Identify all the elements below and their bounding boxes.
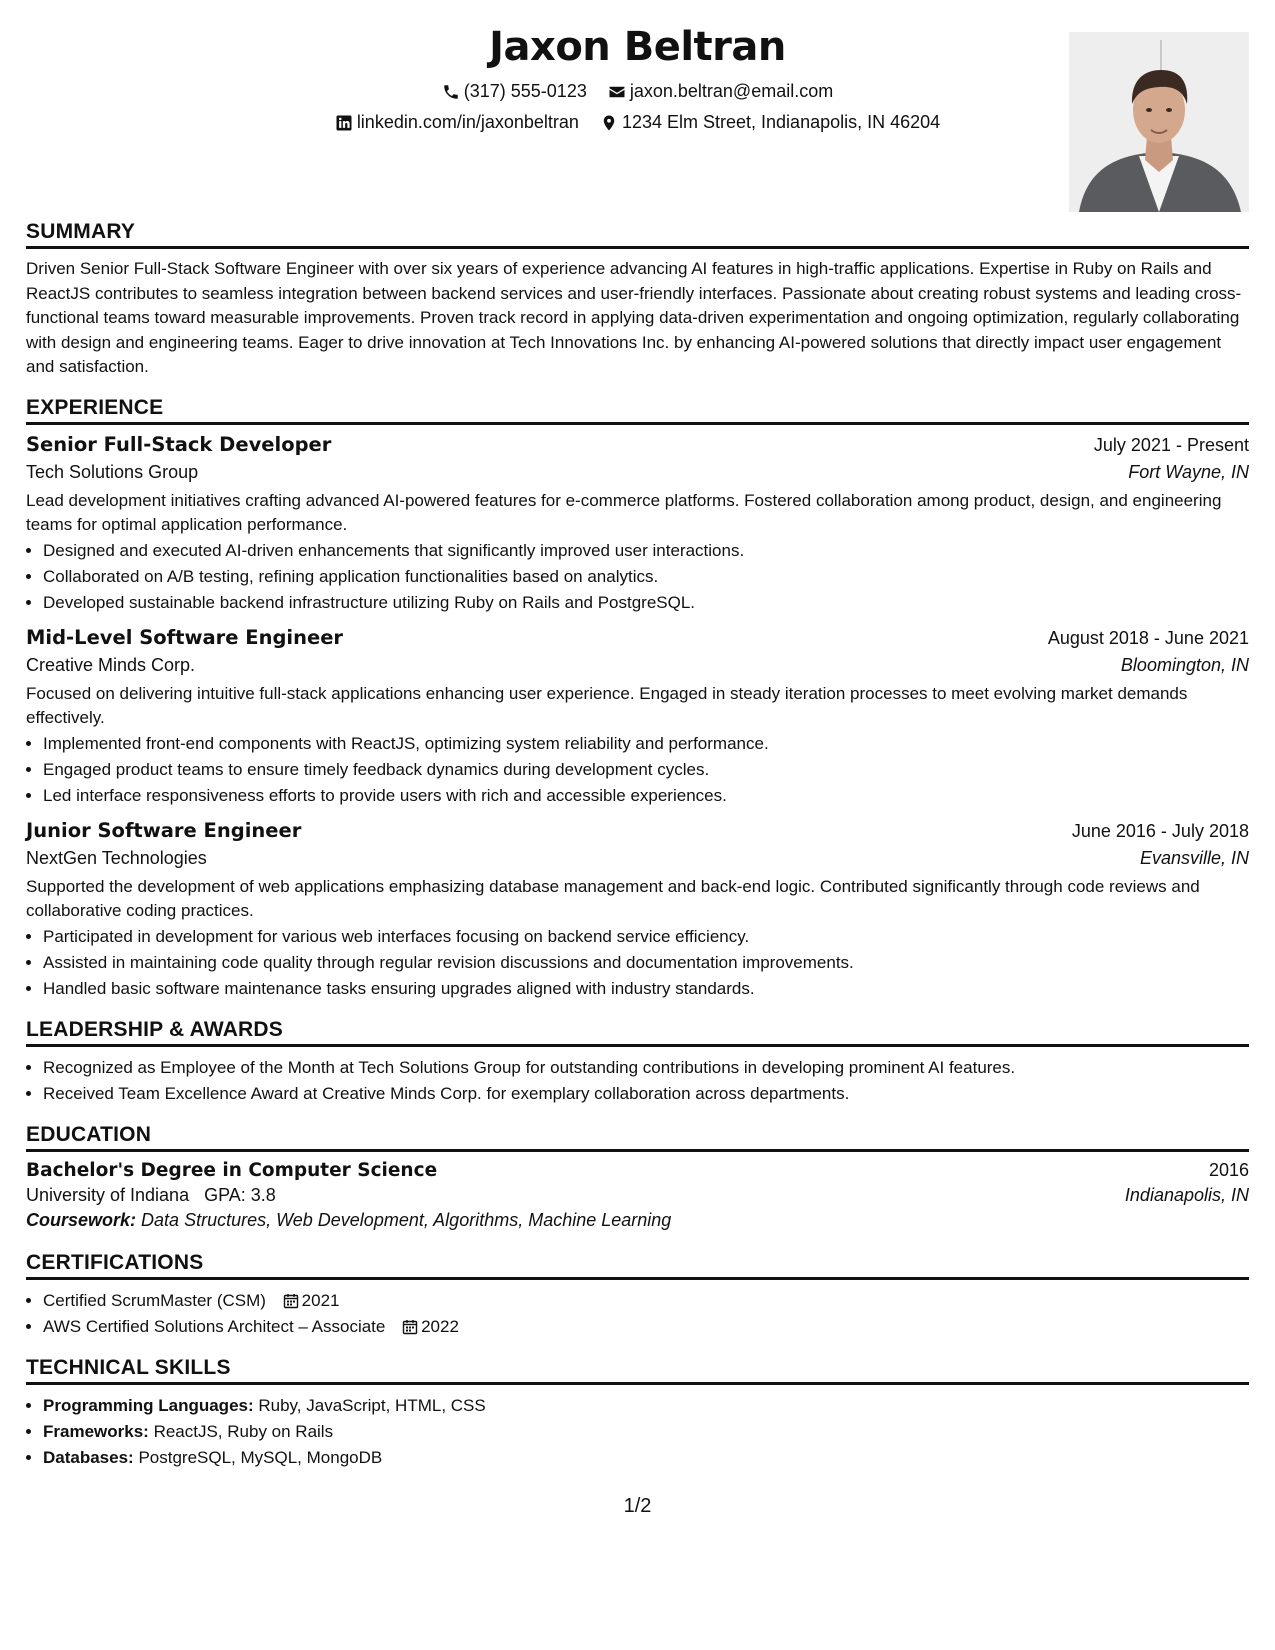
job-company: Tech Solutions Group: [26, 461, 199, 482]
phone-contact: [442, 81, 587, 102]
calendar-icon: [283, 1293, 299, 1309]
list-item: • Implemented front-end components with ReactJS, optimizing system reliability and performance.: [43, 731, 1249, 757]
skill-label: Databases:: [43, 1447, 134, 1467]
job-company: NextGen Technologies: [26, 847, 207, 868]
job-location: Evansville, IN: [1139, 847, 1249, 868]
map-pin-icon: [600, 114, 618, 132]
job-title: Senior Full-Stack Developer: [26, 432, 332, 456]
address-contact: [600, 112, 940, 133]
skills-list: [26, 1393, 1249, 1471]
job-dates: August 2018 - June 2021: [1047, 627, 1249, 648]
contact-row-2: [26, 112, 1249, 137]
skills-heading: TECHNICAL SKILLS: [26, 1356, 1249, 1385]
list-item: • Handled basic software maintenance tasks ensuring upgrades aligned with industry standards.: [43, 976, 1249, 1002]
phone-icon: [442, 83, 460, 101]
skill-value: Ruby, JavaScript, HTML, CSS: [258, 1395, 486, 1415]
job-title: Mid-Level Software Engineer: [26, 625, 344, 649]
email-contact[interactable]: [608, 81, 833, 102]
cert-name: AWS Certified Solutions Architect – Associate: [43, 1316, 386, 1336]
coursework-label: Coursework:: [26, 1209, 137, 1230]
graduation-year: 2016: [1208, 1159, 1249, 1180]
linkedin-icon: [335, 114, 353, 132]
cert-year: 2021: [301, 1290, 340, 1310]
school-location: Indianapolis, IN: [1124, 1184, 1249, 1205]
list-item: • Collaborated on A/B testing, refining application functionalities based on analytics.: [43, 564, 1249, 590]
certifications-section: [26, 1251, 1249, 1340]
linkedin-text: linkedin.com/in/jaxonbeltran: [356, 112, 579, 132]
skill-value: ReactJS, Ruby on Rails: [153, 1421, 334, 1441]
education-section: [26, 1123, 1249, 1231]
summary-heading: SUMMARY: [26, 220, 1249, 249]
job-entry-2: [26, 626, 1249, 809]
list-item: [43, 1393, 1249, 1419]
page-number: 1/2: [623, 1495, 652, 1517]
address-text: 1234 Elm Street, Indianapolis, IN 46204: [621, 112, 941, 132]
calendar-icon: [402, 1319, 418, 1335]
list-item: [43, 1419, 1249, 1445]
cert-year: 2022: [421, 1316, 459, 1336]
awards-section: [26, 1018, 1249, 1107]
list-item: • Designed and executed AI-driven enhancements that significantly improved user interactions.: [43, 538, 1249, 564]
summary-section: [26, 220, 1249, 380]
list-item: • Received Team Excellence Award at Creative Minds Corp. for exemplary collaboration across departments.: [43, 1081, 1249, 1107]
job-bullets: [26, 538, 1249, 616]
linkedin-contact[interactable]: [335, 112, 579, 133]
awards-list: [26, 1055, 1249, 1107]
list-item: [43, 1288, 1249, 1314]
list-item: • Engaged product teams to ensure timely feedback dynamics during development cycles.: [43, 757, 1249, 783]
coursework-line: [26, 1210, 1249, 1231]
job-title: Junior Software Engineer: [26, 818, 302, 842]
list-item: [43, 1445, 1249, 1471]
education-heading: EDUCATION: [26, 1123, 1249, 1152]
school-line: [26, 1185, 276, 1206]
phone-text: (317) 555-0123: [463, 81, 587, 101]
portrait-image: [1069, 32, 1249, 212]
experience-heading: EXPERIENCE: [26, 396, 1249, 425]
profile-photo: [1069, 32, 1249, 212]
cert-name: Certified ScrumMaster (CSM): [43, 1290, 266, 1310]
certifications-list: [26, 1288, 1249, 1340]
email-text: jaxon.beltran@email.com: [629, 81, 834, 101]
list-item: • Participated in development for various web interfaces focusing on backend service efficiency.: [43, 924, 1249, 950]
list-item: • Led interface responsiveness efforts to provide users with rich and accessible experiences.: [43, 783, 1249, 809]
list-item: • Developed sustainable backend infrastructure utilizing Ruby on Rails and PostgreSQL.: [43, 590, 1249, 616]
job-description: Focused on delivering intuitive full-stack applications enhancing user experience. Engaged in steady iteration processes to meet evolving market demands effectively.: [26, 683, 1188, 727]
certifications-heading: CERTIFICATIONS: [26, 1251, 1249, 1280]
job-entry-1: [26, 433, 1249, 616]
resume-page: [26, 20, 1249, 1517]
skill-label: Programming Languages:: [43, 1395, 254, 1415]
degree-title: Bachelor's Degree in Computer Science: [26, 1159, 438, 1181]
gpa: GPA: 3.8: [204, 1184, 276, 1205]
experience-section: [26, 396, 1249, 1002]
list-item: • Assisted in maintaining code quality through regular revision discussions and documentation improvements.: [43, 950, 1249, 976]
awards-heading: LEADERSHIP & AWARDS: [26, 1018, 1249, 1047]
contact-row-1: [26, 81, 1249, 106]
job-location: Bloomington, IN: [1120, 654, 1249, 675]
job-bullets: [26, 731, 1249, 809]
job-dates: July 2021 - Present: [1093, 434, 1249, 455]
job-bullets: [26, 924, 1249, 1002]
job-dates: June 2016 - July 2018: [1071, 820, 1249, 841]
job-description: Supported the development of web applications emphasizing database management and back-end logic. Contributed significantly through code reviews and collaborative coding practices.: [26, 876, 1200, 920]
candidate-name: Jaxon Beltran: [489, 24, 786, 70]
envelope-icon: [608, 83, 626, 101]
skill-label: Frameworks:: [43, 1421, 149, 1441]
list-item: [43, 1314, 1249, 1340]
job-company: Creative Minds Corp.: [26, 654, 196, 675]
skill-value: PostgreSQL, MySQL, MongoDB: [138, 1447, 383, 1467]
list-item: • Recognized as Employee of the Month at Tech Solutions Group for outstanding contributions in developing prominent AI features.: [43, 1055, 1249, 1081]
school-name: University of Indiana: [26, 1184, 190, 1205]
coursework-text: Data Structures, Web Development, Algorithms, Machine Learning: [141, 1209, 672, 1230]
summary-text: Driven Senior Full-Stack Software Engineer with over six years of experience advancing AI features in high-traffic applications. Expertise in Ruby on Rails and ReactJS contributes to seamless integration between backend services and user-friendly interfaces. Passionate about creating robust systems and leading cross-functional teams toward measurable improvements. Proven track record in applying data-driven experimentation and ongoing optimization, regularly collaborating with design and engineering teams. Eager to drive innovation at Tech Innovations Inc. by enhancing AI-powered solutions that directly impact user engagement and satisfaction.: [26, 259, 1242, 376]
resume-header: [26, 20, 1249, 220]
job-description: Lead development initiatives crafting advanced AI-powered features for e-commerce platforms. Fostered collaboration among product, design, and engineering teams for optimal application performance.: [26, 490, 1222, 534]
job-location: Fort Wayne, IN: [1128, 461, 1249, 482]
skills-section: [26, 1356, 1249, 1471]
job-entry-3: [26, 819, 1249, 1002]
